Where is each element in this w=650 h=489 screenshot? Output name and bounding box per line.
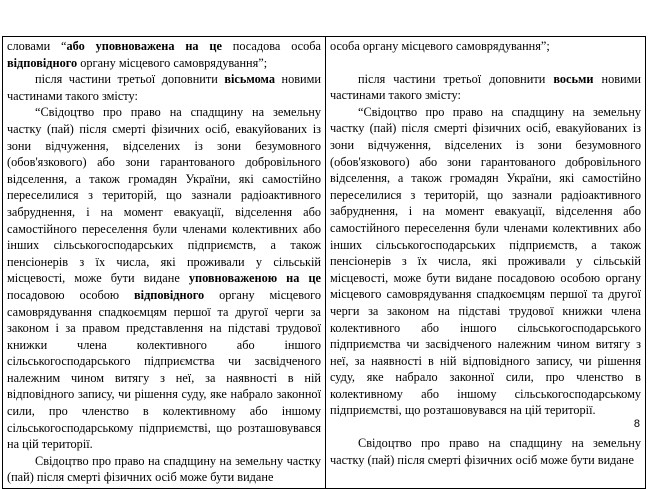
left-paragraph-3: “Свідоцтво про право на спадщину на земельну частку (пай) після смерті фізичних осіб, евакуйованих із зони відчуження, відселених із зони безумовного (обов'язкового) або зони гарантованого добровільного відселення, а також громадян України, які самостійно переселилися з територій, що зазнали радіоактивного забруднення, і на момент евакуації, відселення або самостійного переселення були членами колективних або інших сільськогосподарських підприємств, а також пенсіонерів з їх числа, які проживали у сільській місцевості, може бути видане уповноваженою на це посадовою особою відповідного органу місцевого самоврядування спадкоємцям першої та другої черги за законом і за правом представлення на підставі трудової книжки члена колективного або іншого сільськогосподарського підприємства чи засвідченого належним чином витягу з неї, за наявності в ній відповідного запису, чи рішення суду, яке набрало законної сили, про членство в колективному або іншому сільськогосподарському підприємстві, що розташовувався на цій території. xyxy=(7,105,321,452)
left-column-cell xyxy=(3,37,326,489)
right-paragraph-3: “Свідоцтво про право на спадщину на земельну частку (пай) після смерті фізичних осіб, евакуйованих із зони відчуження, відселених із зони безумовного (обов'язкового) або зони гарантованого добровільного відселення, а також громадян України, які самостійно переселилися з територій, що зазнали радіоактивного забруднення, і на момент евакуації, відселення або самостійного переселення були членами колективних або інших сільськогосподарських підприємств, а також пенсіонерів з їх числа, які проживали у сільській місцевості, може бути видане посадовою особою органу місцевого самоврядування спадкоємцям першої та другої черги за законом на підставі трудової книжки члена колективного або іншого сільськогосподарського підприємства чи засвідченого належним чином витягу з неї, за наявності в ній відповідного запису, чи рішення суду, яке набрало законної сили, про членство в колективному або іншому сільськогосподарському підприємстві, що розташовувався на цій території. xyxy=(330,104,641,418)
page-number: 8 xyxy=(633,418,640,430)
right-paragraph-1: особа органу місцевого самоврядування”; xyxy=(330,39,550,53)
right-column-cell xyxy=(326,37,646,489)
table-row xyxy=(3,37,646,489)
left-paragraph-1: словами “або уповноважена на це посадова особа відповідного органу місцевого самоврядування”; xyxy=(7,39,321,70)
right-paragraph-2: після частини третьої доповнити восьми новими частинами такого змісту: xyxy=(330,71,641,103)
comparison-table xyxy=(2,36,646,489)
right-paragraph-4: Свідоцтво про право на спадщину на земельну частку (пай) після смерті фізичних осіб може бути видане xyxy=(330,436,641,467)
left-paragraph-2: після частини третьої доповнити вісьмома новими частинами такого змісту: xyxy=(7,72,321,103)
left-paragraph-4: Свідоцтво про право на спадщину на земельну частку (пай) після смерті фізичних осіб може бути видане xyxy=(7,453,321,485)
